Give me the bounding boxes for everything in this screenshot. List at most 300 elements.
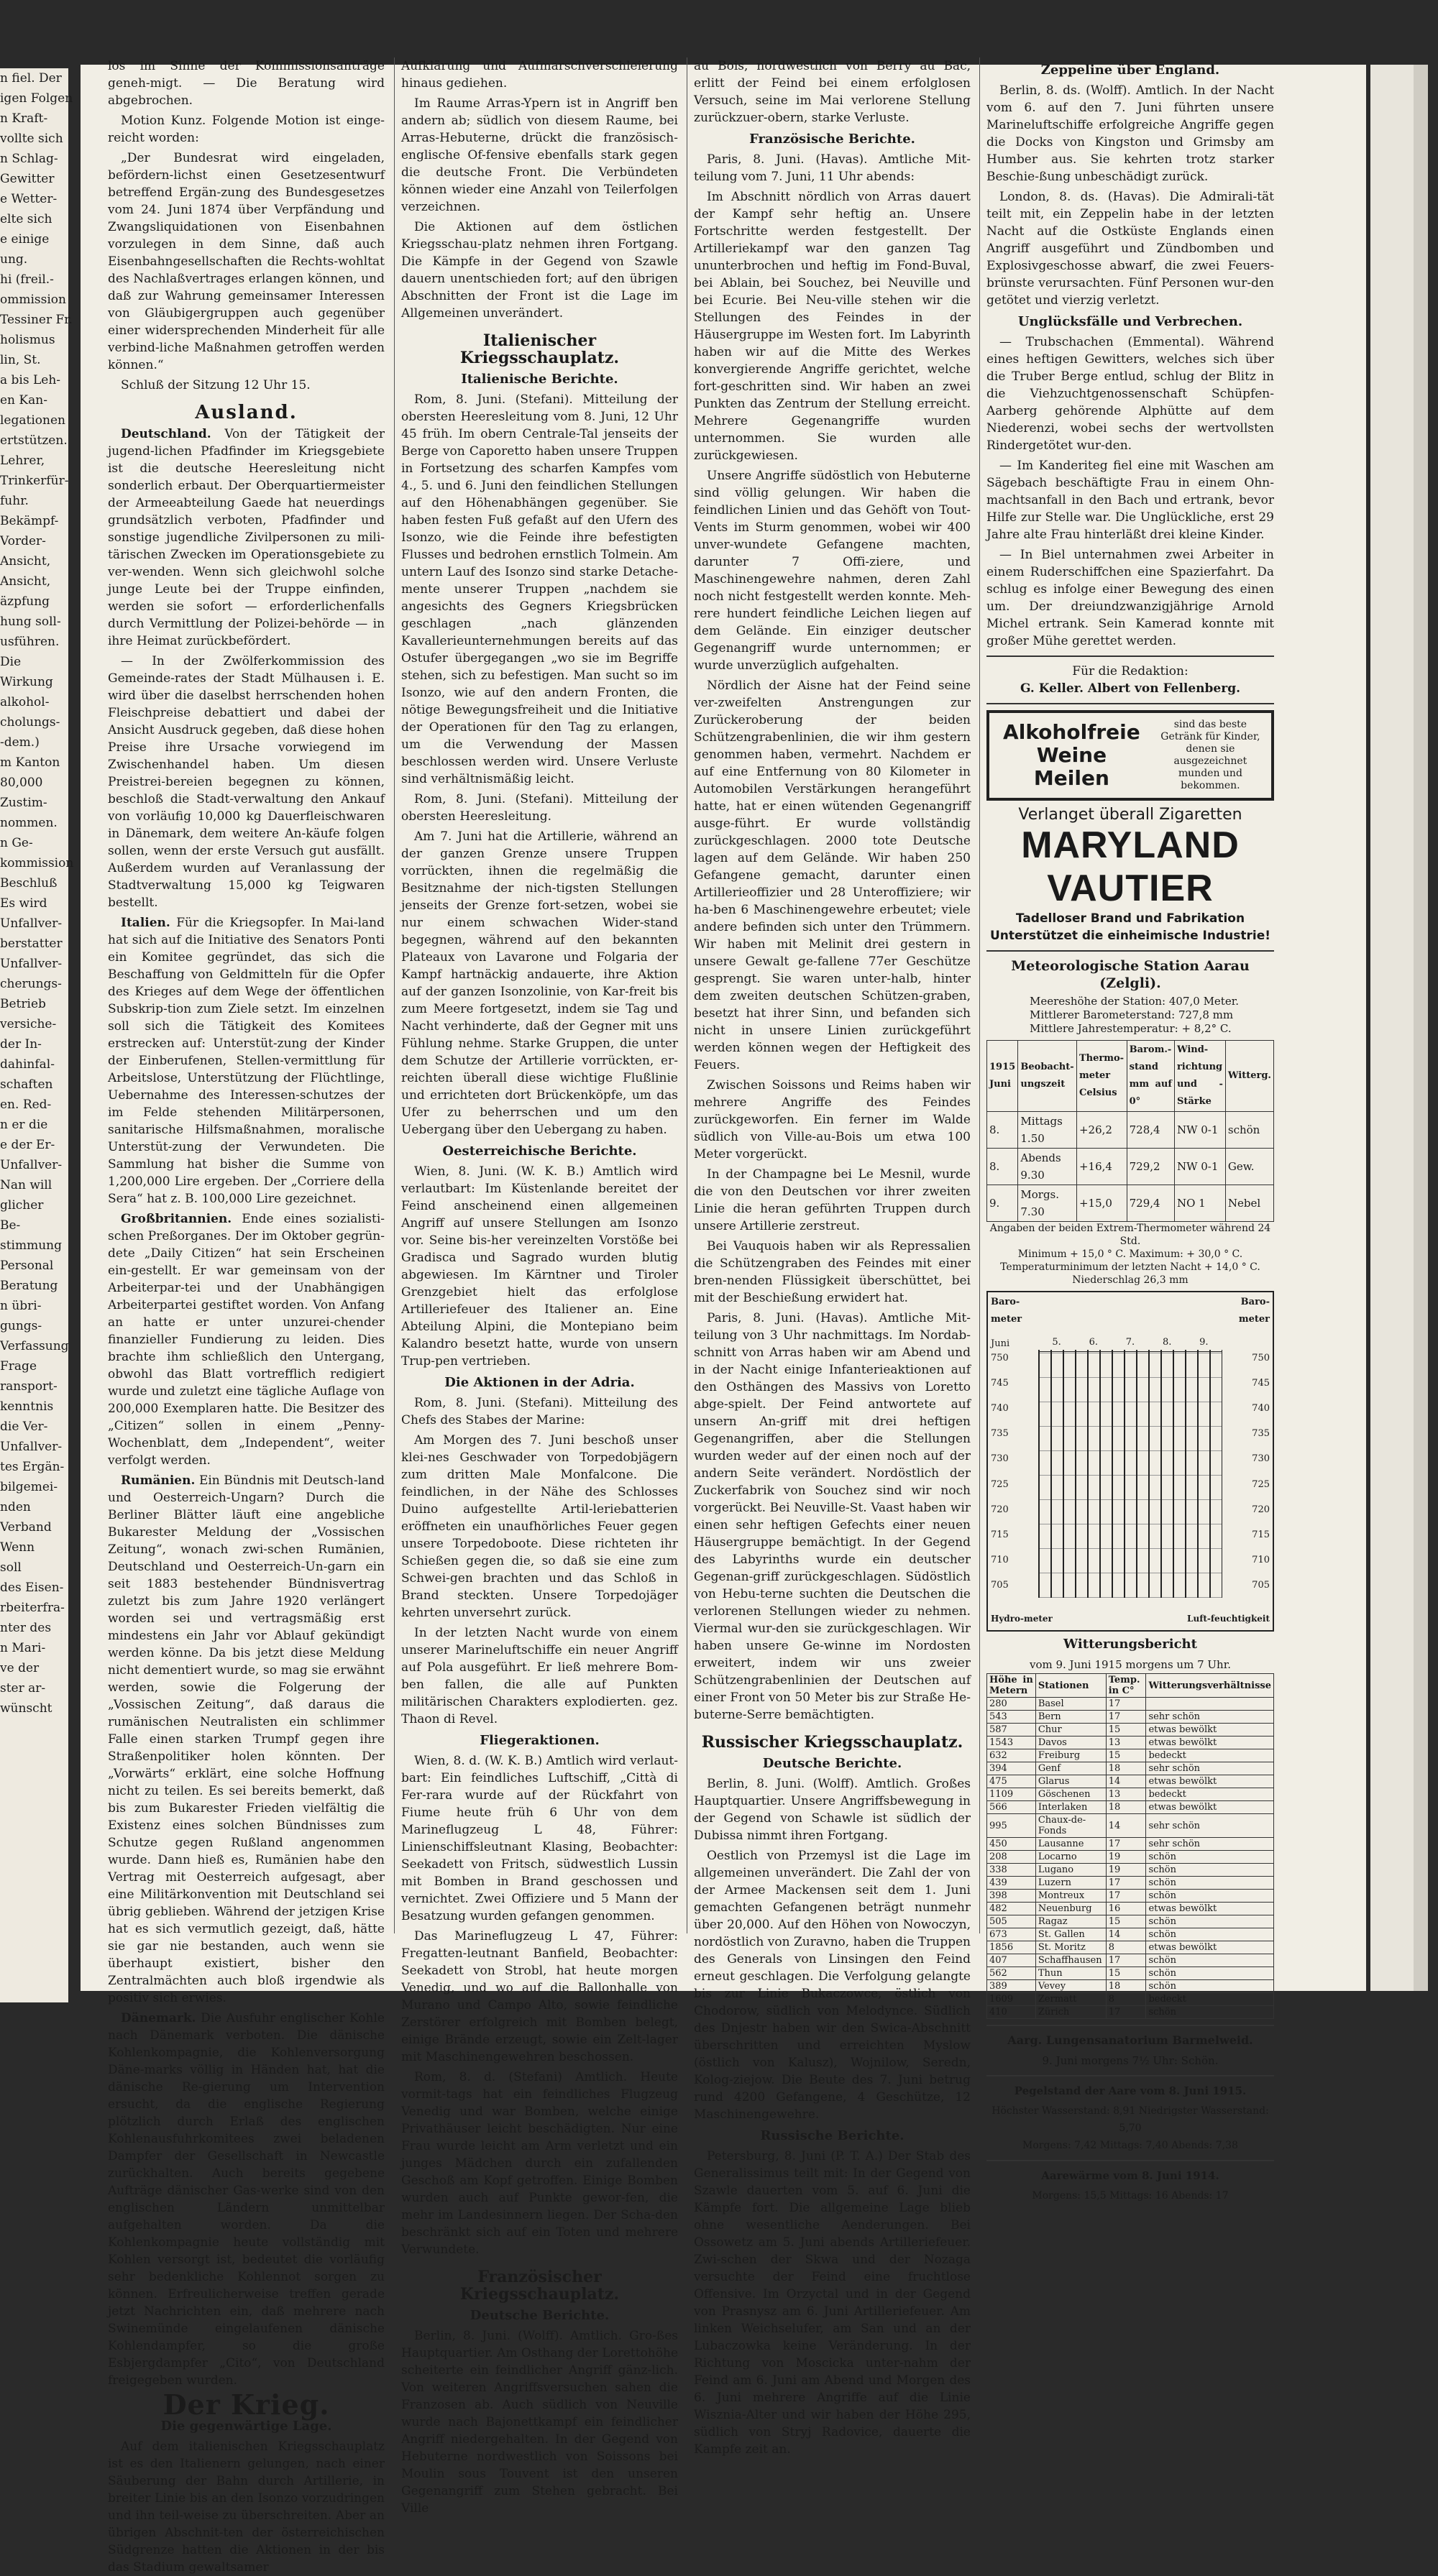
paragraph: Wien, 8. Juni. (W. K. B.) Amtlich wird verlautbart: Im Küstenlande bereitet der Feind anscheinend einen allgemeinen Angriff auf unsere Stellungen am Isonzo vor. Seine bis-her vereinzelten Vorstöße bei Gradisca und Sagrado wurden blutig abgewiesen. Im Kärntner und Tiroler Grenzgebiet hielt das erfolglose Artilleriefeuer des Italiener an. Eine Abteilung Alpini, die Montepiano beim Kalandro besetzt hatte, wurde von unsern Trup-pen vertrieben. xyxy=(401,1164,678,1368)
table-cell: 1543 xyxy=(987,1736,1036,1749)
table-cell: Interlaken xyxy=(1035,1801,1106,1814)
table-cell: 16 xyxy=(1106,1903,1146,1915)
scale-tick: 705 xyxy=(991,1579,1009,1591)
table-cell: 439 xyxy=(987,1877,1036,1890)
table-row xyxy=(987,1698,1274,1711)
sanatorium-line: 9. Juni morgens 7½ Uhr: Schön. xyxy=(1042,2054,1219,2067)
scale-tick: 750 xyxy=(991,1353,1009,1363)
paragraph: In der Champagne bei Le Mesnil, wurde die von den Deutschen vor ihrer zweiten Linie die heran geführten Truppen durch unsere Artillerie zerstreut. xyxy=(694,1167,971,1233)
column-2 xyxy=(401,58,678,2516)
strip-line: Lehrer, xyxy=(0,454,45,468)
subheading: Deutsche Berichte. xyxy=(762,1756,902,1771)
table-row xyxy=(987,1851,1274,1864)
station-line: Meereshöhe der Station: 407,0 Meter. xyxy=(1030,995,1239,1008)
table-cell: schön xyxy=(1146,1890,1274,1903)
table-cell: etwas bewölkt xyxy=(1146,1903,1274,1915)
table-row xyxy=(987,2006,1274,2019)
table-cell: Zermatt xyxy=(1035,1993,1106,2006)
paragraph: Das Marineflugzeug L 47, Führer: Fregatten-leutnant Banfield, Beobachter: Seekadett von Strobl, hat heute morgen Venedig, und wo auf die Ballonhalle von Murano und Campo Alto, sowie feindliche Zerstörer erfolgreich mit Bomben belegt, einige Brände erzeugt, sowie ein Zelt-lager mit Maschinengewehren beschossen. xyxy=(401,1929,678,2064)
paragraph: — In Biel unternahmen zwei Arbeiter in einem Ruderschiffchen eine Spazierfahrt. Da schlug es infolge einer Bewegung des einen um. Der dreiundzwanzigjährige Arnold Michel ertrank. Sein Kamerad konnte mit großer Mühe gerettet werden. xyxy=(986,548,1274,648)
station-line: Mittlerer Barometerstand: 727,8 mm xyxy=(1030,1008,1234,1021)
table-row xyxy=(987,1915,1274,1928)
strip-line: ster ar- xyxy=(0,1681,46,1696)
column-header: Stationen xyxy=(1035,1674,1106,1698)
sanatorium-title: Aarg. Lungensanatorium Barmelweid. xyxy=(1007,2033,1253,2047)
baro-label-left: Baro-meter xyxy=(991,1297,1022,1325)
paragraph: Unsere Angriffe südöstlich von Hebuterne sind völlig gelungen. Wir haben die feindlichen Linien und das Gehöft von Tout-Vents im Sturm genommen, wobei wir 400 unver-wundete Gefangene machten, darunter 7 Offi-ziere, und Maschinengewehre nahmen, deren Zahl noch nicht festgestellt werden konnte. Meh-rere hundert feindliche Leichen liegen auf dem Gelände. Ein einziger deutscher Gegenangriff wurde unternommen; er wurde unverzüglich aufgehalten. xyxy=(694,469,971,673)
strip-line: ung. xyxy=(0,252,28,267)
subheading: Italienische Berichte. xyxy=(461,372,618,387)
table-row xyxy=(987,1941,1274,1954)
strip-line: Beratung xyxy=(0,1279,58,1293)
ad-line: Verlanget überall Zigaretten xyxy=(1018,806,1242,824)
table-row xyxy=(987,1711,1274,1724)
strip-line: Unfallver- xyxy=(0,1440,63,1454)
table-row xyxy=(987,1149,1274,1185)
table-cell: St. Gallen xyxy=(1035,1928,1106,1941)
scale-tick: 710 xyxy=(1252,1554,1270,1565)
strip-line: cholungs- xyxy=(0,715,60,730)
table-row xyxy=(987,1788,1274,1801)
divider xyxy=(986,656,1274,657)
divider xyxy=(986,703,1274,704)
table-cell: Chur xyxy=(1035,1724,1106,1736)
table-cell: Lugano xyxy=(1035,1864,1106,1877)
table-cell: 407 xyxy=(987,1954,1036,1967)
subheading: Deutsche Berichte. xyxy=(470,2308,610,2323)
scale-tick: 735 xyxy=(991,1428,1009,1440)
table-cell: Davos xyxy=(1035,1736,1106,1749)
table-cell: schön xyxy=(1146,1851,1274,1864)
paragraph: Paris, 8. Juni. (Havas). Amtliche Mit-teilung vom 7. Juni, 11 Uhr abends: xyxy=(694,152,971,184)
table-cell: Neuenburg xyxy=(1035,1903,1106,1915)
strip-line: Bekämpf- xyxy=(0,514,59,528)
weather-station-title: Meteorologische Station Aarau (Zelgli). xyxy=(1011,958,1250,991)
strip-line: n fiel. Der xyxy=(0,71,62,86)
strip-line: -dem.) xyxy=(0,735,40,750)
strip-line: a bis Leh- xyxy=(0,373,61,387)
table-cell: 410 xyxy=(987,2006,1036,2019)
table-row xyxy=(987,1980,1274,1993)
strip-line: Trinkerfür- xyxy=(0,474,69,488)
strip-line: Frage xyxy=(0,1359,37,1374)
station-info xyxy=(986,995,1274,1036)
subheading: Oesterreichische Berichte. xyxy=(442,1144,637,1159)
lead: Großbritannien. xyxy=(121,1212,232,1226)
table-cell: NW 0-1 xyxy=(1174,1149,1225,1185)
strip-line: der In- xyxy=(0,1037,42,1052)
baro-scale-left xyxy=(991,1350,1020,1594)
column-1 xyxy=(108,58,385,2575)
table-cell: 562 xyxy=(987,1967,1036,1980)
strip-line: elte sich xyxy=(0,212,52,226)
column-header: Höhe in Metern xyxy=(987,1674,1036,1698)
strip-line: bilgemei- xyxy=(0,1480,58,1494)
editor-names: G. Keller. Albert von Fellenberg. xyxy=(1020,681,1241,696)
section-title-russian-front: Russischer Kriegsschauplatz. xyxy=(701,1733,963,1752)
table-cell: 729,4 xyxy=(1127,1185,1174,1222)
table-cell: 19 xyxy=(1106,1864,1146,1877)
baro-day: 5. xyxy=(1052,1337,1061,1348)
paragraph-text: Ende eines sozialisti-schen Preßorganes. Der im Oktober gegrün-dete „Daily Citizen“ hat sein Erscheinen ein-gestellt. Er war gemeinsam von der Arbeiterpar-tei und der Unabhängigen Arbeiterpartei gestiftet worden. Von Anfang an hatte er unter unzurei-chender finanzieller Fundierung zu leiden. Dies brachte ihm schließlich den Untergang, obwohl das Blatt vortrefflich redigiert wurde und zuletzt eine tägliche Auflage von 200,000 Exemplaren hatte. Die Besitzer des „Citizen“ sollen in einem „Penny-Wochenblatt, dem „Independent“, weiter verfolgt werden. xyxy=(108,1212,385,1468)
table-cell: +26,2 xyxy=(1076,1112,1127,1149)
table-cell: etwas bewölkt xyxy=(1146,1801,1274,1814)
strip-line: die Ver- xyxy=(0,1420,48,1434)
table-cell: sehr schön xyxy=(1146,1762,1274,1775)
table-cell: 505 xyxy=(987,1915,1036,1928)
table-cell: 8 xyxy=(1106,1941,1146,1954)
baro-day: 9. xyxy=(1199,1337,1209,1348)
station-line: Mittlere Jahrestemperatur: + 8,2° C. xyxy=(1030,1022,1232,1035)
note-line: Minimum + 15,0 ° C. Maximum: + 30,0 ° C. xyxy=(1017,1248,1243,1260)
editor-label: Für die Redaktion: xyxy=(1072,664,1189,678)
strip-line: kommission xyxy=(0,856,74,870)
scale-tick: 715 xyxy=(1252,1529,1270,1540)
scale-tick: 725 xyxy=(1252,1478,1270,1490)
column-rule xyxy=(979,58,980,1933)
table-cell: schön xyxy=(1146,1877,1274,1890)
table-cell: Zürich xyxy=(1035,2006,1106,2019)
strip-line: Es wird xyxy=(0,896,47,911)
table-header-row xyxy=(987,1674,1274,1698)
table-cell: 389 xyxy=(987,1980,1036,1993)
table-cell: 14 xyxy=(1106,1928,1146,1941)
strip-line: nommen. xyxy=(0,816,58,830)
table-row xyxy=(987,1736,1274,1749)
table-cell: 15 xyxy=(1106,1749,1146,1762)
aarewaerme-line: Morgens: 15,5 Mittags: 16 Abends: 17 xyxy=(1032,2190,1229,2202)
table-cell: 18 xyxy=(1106,1762,1146,1775)
table-row xyxy=(987,1112,1274,1149)
table-row xyxy=(987,1775,1274,1788)
paragraph-text: — In der Zwölferkommission des Gemeinde-rates der Stadt Mülhausen i. E. wird über die daselbst herrschenden hohen Fleischpreise debattiert und dabei der Ansicht Ausdruck gegeben, daß diese hohen Preise ihre Ursache vorwiegend im Zwischenhandel haben. Um diesen Preistrei-bereien begegnen zu können, beschloß die Stadt-verwaltung den Ankauf von vorläufig 10,000 kg Dauerfleischwaren in Dänemark, dem weitere An-käufe folgen sollen, wenn der erste Versuch gut ausfällt. Außerdem wurden auf Veranlassung der Stadtverwaltung 15,000 kg Teigwaren bestellt. xyxy=(108,654,385,910)
baro-day: 6. xyxy=(1089,1337,1098,1348)
section-title-italian-front: Italienischer Kriegsschauplatz. xyxy=(459,331,620,367)
aarewaerme-title: Aarewärme vom 8. Juni 1914. xyxy=(1041,2169,1219,2182)
strip-line: Verband xyxy=(0,1520,52,1535)
paragraph: Bei Vauquois haben wir als Repressalien die Schützengraben des Feindes mit einer bren-nenden Flüssigkeit überschüttet, bei mit der Beschießung erwidert hat. xyxy=(694,1239,971,1305)
strip-line: Ansicht, xyxy=(0,574,51,589)
table-row xyxy=(987,1993,1274,2006)
strip-line: legationen xyxy=(0,413,65,428)
column-header: Thermo-meter Celsius xyxy=(1076,1041,1127,1112)
table-cell: 398 xyxy=(987,1890,1036,1903)
strip-line: e Wetter- xyxy=(0,192,58,206)
strip-line: n Mari- xyxy=(0,1641,46,1655)
table-cell: 17 xyxy=(1106,2006,1146,2019)
column-header: Witterungsverhältnisse xyxy=(1146,1674,1274,1698)
paragraph: los im Sinne der Kommissionsanträge geneh-migt. — Die Beratung wird abgebrochen. xyxy=(108,59,385,108)
observation-table xyxy=(986,1040,1274,1222)
table-cell: Schaffhausen xyxy=(1035,1954,1106,1967)
table-cell: Genf xyxy=(1035,1762,1106,1775)
baro-scale-right xyxy=(1241,1350,1270,1594)
strip-line: berstatter xyxy=(0,937,63,951)
table-cell: etwas bewölkt xyxy=(1146,1775,1274,1788)
strip-line: Wenn xyxy=(0,1540,35,1555)
table-row xyxy=(987,1928,1274,1941)
pegel-title: Pegelstand der Aare vom 8. Juni 1915. xyxy=(1014,2084,1247,2097)
table-row xyxy=(987,1890,1274,1903)
divider xyxy=(986,2025,1274,2026)
strip-line: Wirkung xyxy=(0,675,53,689)
paragraph xyxy=(108,914,385,1208)
paragraph: Motion Kunz. Folgende Motion ist einge-reicht worden: xyxy=(108,114,385,145)
table-cell: schön xyxy=(1146,1980,1274,1993)
table-cell: 18 xyxy=(1106,1801,1146,1814)
table-cell: 9. xyxy=(987,1185,1018,1222)
advertisement-maryland-vautier xyxy=(986,806,1274,944)
strip-line: Unfallver- xyxy=(0,916,63,931)
strip-line: stimmung xyxy=(0,1238,63,1253)
table-cell: 482 xyxy=(987,1903,1036,1915)
strip-line: ommission xyxy=(0,293,66,307)
lead: Italien. xyxy=(121,916,170,930)
strip-line: des Eisen- xyxy=(0,1581,64,1595)
strip-line: usführen. xyxy=(0,635,60,649)
column-rule xyxy=(394,58,395,1933)
table-cell: Basel xyxy=(1035,1698,1106,1711)
table-row xyxy=(987,1954,1274,1967)
table-cell: 8. xyxy=(987,1149,1018,1185)
table-cell: 995 xyxy=(987,1814,1036,1838)
scale-tick: 725 xyxy=(991,1478,1009,1490)
paragraph: — Im Kanderiteg fiel eine mit Waschen am Sägebach beschäftigte Frau in einem Ohn-machtsanfall in den Bach und ertrank, bevor Hilfe zur Stelle war. Die Unglückliche, erst 29 Jahre alte Frau hinterläßt drei kleine Kinder. xyxy=(986,459,1274,542)
table-cell: bedeckt xyxy=(1146,1788,1274,1801)
paragraph: Rom, 8. Juni. (Stefani). Mitteilung der obersten Heeresleitung. xyxy=(401,792,678,824)
strip-line: Betrieb xyxy=(0,997,46,1011)
table-cell: 15 xyxy=(1106,1915,1146,1928)
paragraph: — Trubschachen (Emmental). Während eines heftigen Gewitters, welches sich über die Truber Berge entlud, schlug der Blitz in die Viehzuchtgenossenschaft Schüpfen-Aarberg gehörende Alphütte auf dem Niederenzi, wobei sechs der wertvollsten Rindergetötet wur-den. xyxy=(986,335,1274,453)
table-cell: Lausanne xyxy=(1035,1838,1106,1851)
strip-line: vollte sich xyxy=(0,132,63,146)
strip-line: Beschluß xyxy=(0,876,58,891)
strip-line: versiche- xyxy=(0,1017,57,1031)
paragraph-text: Ein Bündnis mit Deutsch-land und Oesterreich-Ungarn? Durch die Berliner Blätter läuft eine angebliche Bukarester Meldung der „Vossischen Zeitung“, wonach zwi-schen Rumänien, Deutschland und Oesterreich-Un-garn ein seit 1883 bestehender Bündnisvertrag zuletzt bis zum Jahre 1920 verlängert worden sei und vertragsmäßig erst mindestens ein Jahr vor Ablauf gekündigt werden könne. Da bis jetzt diese Meldung nicht dementiert wurde, so mag sie erwähnt werden, sowie die Folgerung der „Vossischen Zeitung“, daß daraus die rumänischen Neutralisten ein schlimmer Falle einen starken Trumpf gegen ihre Straßenpolitiker holen könnten. Der „Vorwärts“ erklärt, eine solche Hoffnung nicht zu teilen. Es sei bereits bemerkt, daß bis zum Bukarester Frieden vielfältig die Existenz eines solchen Bündnisses zum Schutze gegen Rußland angenommen wurde. Dann hieß es, Rumänien habe den Vertrag mit Oesterreich aufgesagt, aber eine Militärkonvention mit Deutschland sei übrig geblieben. Während der jetzigen Krise hat es sich vermutlich gezeigt, daß, hätte sie gar nie bestanden, auch wenn sie überhaupt existiert, bisher den Zentralmächten auch bloß irgendwie als positiv sich erwies. xyxy=(108,1473,385,2005)
strip-line: e der Er- xyxy=(0,1138,55,1152)
table-cell: 8 xyxy=(1106,1993,1146,2006)
table-cell: 17 xyxy=(1106,1877,1146,1890)
strip-line: m Kanton xyxy=(0,755,60,770)
scale-tick: 745 xyxy=(991,1378,1009,1389)
section-title-french-front: Französischer Kriegsschauplatz. xyxy=(459,2268,620,2304)
paragraph xyxy=(108,1472,385,2007)
scale-tick: 705 xyxy=(1252,1579,1270,1591)
table-cell: Mittags 1.50 xyxy=(1018,1112,1077,1149)
subheading: Französische Berichte. xyxy=(749,132,915,147)
weather-report-date: vom 9. Juni 1915 morgens um 7 Uhr. xyxy=(1029,1658,1231,1671)
paragraph: Im Abschnitt nördlich von Arras dauert der Kampf sehr heftig an. Unsere Fortschritte werden festgestellt. Der Artilleriekampf war den ganzen Tag ununterbrochen und heftig im Fond-Buval, bei Ablain, bei Souchez, bei Neuville und bei Ecurie. Bei Neu-ville stehen wir die Stellungen des Feindes in der Häusergruppe im Westen fort. Im Labyrinth haben wir auf die Mitte des Werkes konvergierende Angriffe gerichtet, welche fort-geschritten sind. Wir haben an zwei Punkten das Zentrum der Stellung erreicht. Mehrere Gegenangriffe wurden unternommen. Sie wurden alle zurückgewiesen. xyxy=(694,190,971,463)
table-cell: bedeckt xyxy=(1146,1993,1274,2006)
strip-line: ransport- xyxy=(0,1379,58,1394)
table-row xyxy=(987,1762,1274,1775)
table-cell: etwas bewölkt xyxy=(1146,1724,1274,1736)
observation-notes xyxy=(986,1222,1274,1287)
strip-line: gungs- xyxy=(0,1319,42,1333)
table-cell: 543 xyxy=(987,1711,1036,1724)
ad-text: sind das beste Getränk für Kinder, denen sie ausgezeichnet munden und bekommen. xyxy=(1160,719,1260,791)
table-cell: 18 xyxy=(1106,1980,1146,1993)
paragraph: Am Morgen des 7. Juni beschoß unser klei-nes Geschwader von Torpedobjägern zum dritten Male Monfalcone. Die feindlichen, in der Nähe des Schlosses Duino aufgestellte Artil-leriebatterien eröffneten ein unaufhörliches Feuer gegen unsere Torpedoboote. Diese richteten ihr Schießen gegen die, so daß sie eine zum Schwei-gen brachten und das Schloß in Brand steckten. Unsere Torpedojäger kehrten unversehrt zurück. xyxy=(401,1433,678,1620)
ad-line: Unterstützet die einheimische Industrie! xyxy=(990,929,1270,943)
table-cell: Gew. xyxy=(1225,1149,1273,1185)
table-cell: 338 xyxy=(987,1864,1036,1877)
paragraph: Oestlich von Przemysl ist die Lage im allgemeinen unverändert. Die Zahl der von der Armee Mackensen seit dem 1. Juni gemachten Gefangenen beträgt nunmehr über 20,000. Auf den Höhen von Nowoczyn, nordöstlich von Zuravno, haben die Truppen des Generals von Linsingen den Feind erneut geschlagen. Die Verfolgung gelangte bis zur Linie Bukaczowce, östlich von Chodorow, südlich von Melodynce. Südlich des Dnjestr haben wir den Swica-Abschnitt überschritten und erreichten Myslow (östlich von Kalusz), Wojnilow, Seredn, Kolog-ziejow. Die Beute des 7. Juni betrug rund 4200 Gefangene, 4 Geschütze, 12 Maschinengewehre. xyxy=(694,1849,971,2122)
scale-tick: 720 xyxy=(1252,1504,1270,1515)
paragraph: Schluß der Sitzung 12 Uhr 15. xyxy=(121,378,311,392)
strip-line: cherungs- xyxy=(0,977,62,991)
strip-line: nden xyxy=(0,1500,31,1514)
table-row xyxy=(987,1749,1274,1762)
table-cell: sehr schön xyxy=(1146,1838,1274,1851)
table-cell: Locarno xyxy=(1035,1851,1106,1864)
baro-grid xyxy=(1038,1350,1222,1598)
table-header-row xyxy=(987,1041,1274,1112)
table-cell: Freiburg xyxy=(1035,1749,1106,1762)
column-header: 1915 Juni xyxy=(987,1041,1018,1112)
table-cell: 17 xyxy=(1106,1838,1146,1851)
strip-line: tes Ergän- xyxy=(0,1460,65,1474)
divider xyxy=(986,2160,1274,2161)
table-cell: 17 xyxy=(1106,1890,1146,1903)
strip-line: en Kan- xyxy=(0,393,47,408)
strip-line: Zustim- xyxy=(0,796,47,810)
table-cell: 14 xyxy=(1106,1814,1146,1838)
table-cell: 15 xyxy=(1106,1967,1146,1980)
table-cell: Göschenen xyxy=(1035,1788,1106,1801)
scale-tick: 720 xyxy=(991,1504,1009,1515)
strip-line: Die xyxy=(0,655,22,669)
table-cell: 15 xyxy=(1106,1724,1146,1736)
table-cell: etwas bewölkt xyxy=(1146,1736,1274,1749)
table-row xyxy=(987,1903,1274,1915)
divider xyxy=(986,950,1274,952)
strip-line: Be- xyxy=(0,1218,21,1233)
strip-line: hung soll- xyxy=(0,615,61,629)
paragraph-text: Von der Tätigkeit der jugend-lichen Pfadfinder im Kriegsgebiete ist die deutsche Heeresleitung nicht sonderlich erbaut. Der Oberquartiermeister der Armeeabteilung Gaede hat neuerdings grundsätzlich verboten, Pfadfinder und sonstige jugendliche Zivilpersonen zu mili-tärischen Zwecken im Operationsgebiete zu ver-wenden. Wenn sich gleichwohl solche junge Leute bei der Truppe einfinden, werden sie sofort — erforderlichenfalls durch Vermittlung der Polizei-behörde — in ihre Heimat zurückbefördert. xyxy=(108,427,385,648)
column-3 xyxy=(694,58,971,2457)
subheading: Die Aktionen in der Adria. xyxy=(444,1375,635,1390)
section-title-zeppeline: Zeppeline über England. xyxy=(1040,63,1220,78)
paragraph: In der letzten Nacht wurde von einem unserer Marineluftschiffe ein neuer Angriff auf Pola ausgeführt. Er ließ mehrere Bom-ben fallen, die alle auf Punkten militärischen Charakters explodierten. gez. Thaon di Revel. xyxy=(401,1626,678,1726)
column-header: Wind-richtung und -Stärke xyxy=(1174,1041,1225,1112)
strip-line: Unfallver- xyxy=(0,1158,63,1172)
table-cell: 728,4 xyxy=(1127,1112,1174,1149)
table-cell: Glarus xyxy=(1035,1775,1106,1788)
table-cell: 13 xyxy=(1106,1788,1146,1801)
table-cell: St. Moritz xyxy=(1035,1941,1106,1954)
page-edge-shadow xyxy=(1414,65,1428,1991)
baro-day: 8. xyxy=(1162,1337,1172,1348)
pegel-line: Morgens: 7,42 Mittags: 7,40 Abends: 7,38 xyxy=(1022,2140,1238,2151)
barograph xyxy=(986,1291,1274,1632)
strip-line: ertstützen. xyxy=(0,433,68,448)
strip-line: ve der xyxy=(0,1661,40,1675)
paragraph: Nördlich der Aisne hat der Feind seine ver-zweifelten Anstrengungen zur Zurückeroberung der beiden Schützengrabenlinien, die wir ihm gestern genommen haben, vermehrt. Nachdem er auf eine Entfernung von 80 Kilometer in Automobilen Verstärkungen herangeführt hatte, hat er einen wütenden Gegenangriff ausge-führt. Er wurde vollständig zurückgeschlagen. 2000 tote Deutsche lagen auf dem Gelände. Wir haben 250 Gefangene gemacht, darunter einen Artillerieoffizier und 28 Unteroffiziere; wir ha-ben 6 Maschinengewehre erbeutet; viele andere befinden sich unter den Trümmern. Wir haben mit Melinit drei gestern in unsere Gewalt ge-fallene 77er Geschütze gesprengt. Sie waren unter-halb, hinter dem zweiten deutschen Schützen-graben, besetzt hat ihrer Sinn, und befanden sich nicht in unsere Linien zurückgeführt werden können wegen der Heftigkeit des Feuers. xyxy=(694,678,971,1072)
note-line: Angaben der beiden Extrem-Thermometer während 24 Std. xyxy=(989,1223,1271,1247)
ad-headline: Alkoholfreie Weine Meilen xyxy=(1003,720,1140,790)
table-cell: etwas bewölkt xyxy=(1146,1941,1274,1954)
table-cell: Luzern xyxy=(1035,1877,1106,1890)
strip-line: Unfallver- xyxy=(0,957,63,971)
weather-report-title: Witterungsbericht xyxy=(1063,1637,1197,1652)
subheading: Russische Berichte. xyxy=(760,2128,905,2143)
baro-day: 7. xyxy=(1125,1337,1135,1348)
baro-bottom-right: Luft-feuchtigkeit xyxy=(1187,1614,1270,1624)
paragraph: Wien, 8. d. (W. K. B.) Amtlich wird verlaut-bart: Ein feindliches Luftschiff, „Città di Fer-rara wurde auf der Rückfahrt von Fiume heute früh 6 Uhr von dem Marineflugzeug L 48, Führer: Linienschiffsleutnant Klasing, Beobachter: Seekadett von Fritsch, südwestlich Lussin mit Bomben in Brand geschossen und vernichtet. Zwei Offiziere und 5 Mann der Besatzung wurden gefangen genommen. xyxy=(401,1754,678,1923)
table-cell: Bern xyxy=(1035,1711,1106,1724)
table-row xyxy=(987,1724,1274,1736)
ad-brand: MARYLAND VAUTIER xyxy=(1021,824,1240,909)
table-cell: 1109 xyxy=(987,1788,1036,1801)
baro-label-right: Baro-meter xyxy=(1238,1297,1270,1325)
scale-tick: 730 xyxy=(1252,1453,1270,1465)
scale-tick: 750 xyxy=(1252,1353,1270,1363)
table-cell: schön xyxy=(1146,1967,1274,1980)
paragraph: Zwischen Soissons und Reims haben wir mehrere Angriffe des Feindes zurückgeworfen. Ein ferner im Walde südlich von Ville-au-Bois um etwa 100 Meter vorgerückt. xyxy=(694,1078,971,1162)
paragraph: Rom, 8. d. (Stefani) Amtlich. Heute vormit-tags hat ein feindliches Flugzeug Venedig und war Bomben, welche einige Privathäuser leicht beschädigten. Nur eine Frau wurde leicht am Arm verletzt und ein junges Mädchen durch ein zufallenden Geschoß am Kopf getroffen. Einige Bomben wurden auch auf Punkte gewor-fen, die mehr im Landesinnern liegen. Der Scha-den beschränkt sich auf ein Toten und mehrere Verwundete. xyxy=(401,2070,678,2257)
table-cell: +16,4 xyxy=(1076,1149,1127,1185)
column-header: Barom.-stand mm auf 0° xyxy=(1127,1041,1174,1112)
scale-tick: 730 xyxy=(991,1453,1009,1465)
note-line: Temperaturminimum der letzten Nacht + 14,0 ° C. xyxy=(1000,1261,1260,1273)
paragraph: Petersburg, 8. Juni (P. T. A.) Der Stab des Generalissimus teilt mit: In der Gegend von Szawle dauerten vom 5. auf 6. Juni die Kämpfe fort. Die allgemeine Lage blieb ohne wesentliche Aenderungen. Bei Ossowetz am 5. Juni abends Artilleriefeuer. Zwi-schen der Skwa und der Nozaga versuchte der Feind eine fruchtlose Offensive. Im Orzyctal und in der Gegend von Prasnysz am 6. Juni Artilleriefeuer. Am linken Weichselufer, am San und an der Lubaczowka keine Veränderung. In der Richtung von Moscicka unter-nahm der Feind am 6. Juni am Abend und Morgen des 6. Juni mehrere Angriffe auf die Linie Wisznia-Alter und wir haben der Höhe 295, südlich von Stryj Radovice, dauerte die Kampfe zeit an. xyxy=(694,2149,971,2457)
column-4 xyxy=(986,58,1274,2202)
paragraph: Im Raume Arras-Ypern ist in Angriff ben andern ab; südlich von diesem Raume, bei Arras-Hebuterne, drückt die französisch-englische Of-fensive ebenfalls stark gegen die deutsche Front. Die Verbündeten können wieder eine Anzahl von Teilerfolgen verzeichnen. xyxy=(401,96,678,214)
strip-line: Personal xyxy=(0,1259,54,1273)
scale-tick: 710 xyxy=(991,1554,1009,1565)
table-cell: 475 xyxy=(987,1775,1036,1788)
table-cell: 19 xyxy=(1106,1851,1146,1864)
subheading: Fliegeraktionen. xyxy=(480,1733,600,1748)
table-cell: +15,0 xyxy=(1076,1185,1127,1222)
table-cell: NW 0-1 xyxy=(1174,1112,1225,1149)
table-cell: 1856 xyxy=(987,1941,1036,1954)
table-row xyxy=(987,1814,1274,1838)
strip-line: 80,000 xyxy=(0,776,43,790)
table-cell: 13 xyxy=(1106,1736,1146,1749)
strip-line: e einige xyxy=(0,232,50,247)
table-row xyxy=(987,1967,1274,1980)
strip-line: Tessiner Fr. xyxy=(0,313,73,327)
lead: Rumänien. xyxy=(121,1473,196,1488)
weather-report-table xyxy=(986,1673,1274,2019)
note-line: Niederschlag 26,3 mm xyxy=(1072,1274,1189,1286)
ad-line: Tadelloser Brand und Fabrikation xyxy=(1015,911,1245,926)
table-cell: schön xyxy=(1146,1954,1274,1967)
table-cell: 1609 xyxy=(987,1993,1036,2006)
strip-line: kenntnis xyxy=(0,1399,54,1414)
paragraph xyxy=(108,2010,385,2389)
strip-line: glicher xyxy=(0,1198,44,1213)
table-cell: 17 xyxy=(1106,1698,1146,1711)
paragraph xyxy=(108,426,385,650)
pegel-line: Höchster Wasserstand: 8,91 Niedrigster Wasserstand: 5,70 xyxy=(992,2105,1269,2134)
table-cell: 17 xyxy=(1106,1711,1146,1724)
paragraph: Rom, 8. Juni. (Stefani). Mitteilung des Chefs des Stabes der Marine: xyxy=(401,1396,678,1427)
paragraph: Auf dem italienischen Kriegsschauplatz ist es den Italienern gelungen, nach einer Säuberung der Bahn durch Artillerie, in breiter Linie bis an den Isonzo vorzudringen und ihn teil-weise zu überschreiten. Aber an übrigen Abschnit-ten der österreichischen Südgrenze hatten die Aktionen in der bis das Stadium gewaltsamer xyxy=(108,2439,385,2575)
strip-line: en. Red- xyxy=(0,1098,52,1112)
table-row xyxy=(987,1801,1274,1814)
paragraph: au Bois, nordwestlich von Berry au Bac, erlitt der Feind bei einem erfolglosen Versuch, seine im Mai verlorene Stellung zurückzuer-obern, starke Verluste. xyxy=(694,59,971,125)
table-cell: Abends 9.30 xyxy=(1018,1149,1077,1185)
table-row xyxy=(987,1877,1274,1890)
section-title-unglueck: Unglücksfälle und Verbrechen. xyxy=(1017,314,1243,329)
table-cell: 729,2 xyxy=(1127,1149,1174,1185)
strip-line: n er die xyxy=(0,1118,48,1132)
strip-line: äzpfung xyxy=(0,594,50,609)
table-row xyxy=(987,1838,1274,1851)
